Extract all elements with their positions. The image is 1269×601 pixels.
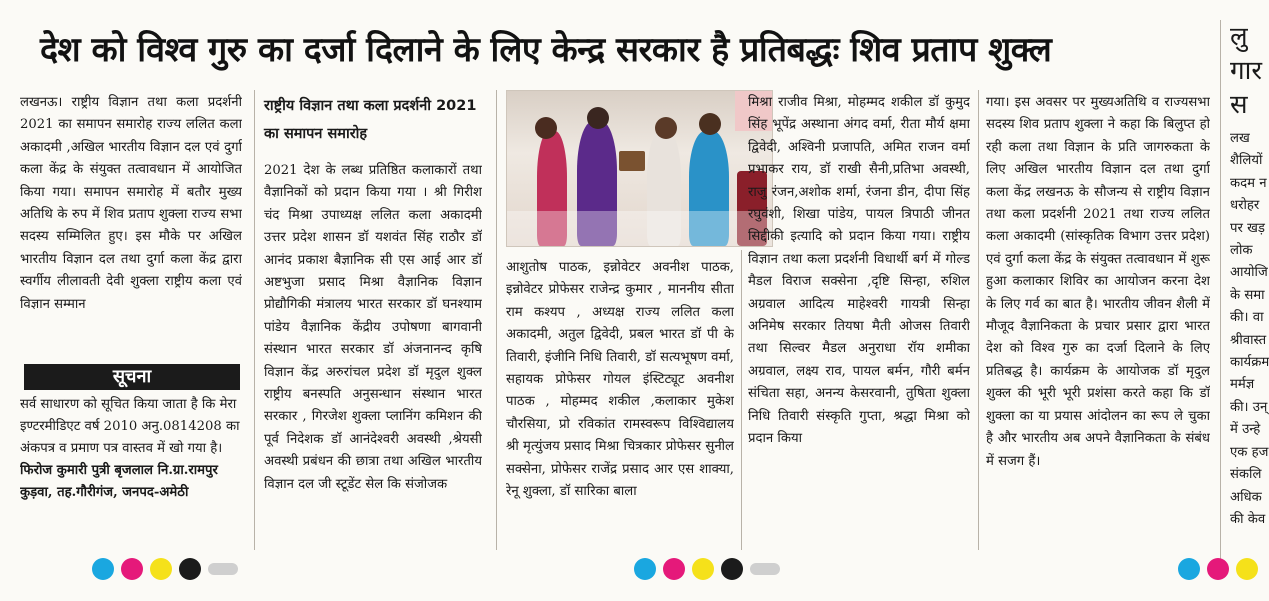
adjacent-article: [1230, 20, 1269, 560]
cyan-dot: [1178, 558, 1200, 580]
registration-marks-center: [634, 558, 787, 582]
notice-name: फिरोज कुमारी पुत्री बृजलाल नि.ग्रा.रामपुर कुड़वा, तह.गौरीगंज, जनपद-अमेठी: [20, 463, 218, 500]
adjacent-title-2: गार: [1230, 56, 1263, 86]
cyan-dot: [634, 558, 656, 580]
column-rule: [496, 90, 497, 550]
column-rule: [1220, 20, 1221, 560]
headline: देश को विश्व गुरु का दर्जा दिलाने के लिए केन्द्र सरकार है प्रतिबद्धः शिव प्रताप शुक्ल: [40, 30, 1052, 70]
adjacent-title-1: लु: [1230, 22, 1248, 52]
registration-marks-right: [1178, 558, 1265, 582]
magenta-dot: [1207, 558, 1229, 580]
adjacent-text: लख शैलियों कदम न धरोहर पर खड़ लोक आयोजि के समा की। वा श्रीवास्त कार्यक्रम मर्मज्ञ की। उन् में उन्हे एक हज संकलि अधिक की केव: [1230, 131, 1269, 527]
gray-dot: [750, 563, 780, 575]
article-column-5: गया। इस अवसर पर मुख्यअतिथि व राज्यसभा सदस्य शिव प्रताप शुक्ला ने कहा कि बिलुप्त हो रही कला तथा विज्ञान के प्रति जागरुकता के लिए अखिल भारतीय विज्ञान दल तथा दुर्गा कला केंद्र लखनऊ के सौजन्य से राष्ट्रीय विज्ञान तथा कला प्रदर्शनी 2021 तथा राज्य ललित कला अकादमी (सांस्कृतिक विभाग उत्तर प्रदेश) एवं दुर्गा कला केंद्र के संयुक्त तत्वावधान में शुरू हुआ कलाकार शिविर का आयोजन करना देश के लिए गर्व का बात है। भारतीय जीवन शैली में मौजूद वैज्ञानिकता के प्रचार प्रसार द्वारा भारत देश को विश्व गुरु का दर्जा दिलाने के लिए प्रतिबद्ध है। कार्यक्रम के आयोजक डॉ मृदुल शुक्ल की भूरी भूरी प्रशंसा करते कहा कि डॉ शुक्ला का या प्रयास आंदोलन का रूप ले चुका है और भारतीय अब अपने वैज्ञानिकता के संबंध में सजग हैं।: [986, 95, 1210, 469]
magenta-dot: [121, 558, 143, 580]
yellow-dot: [1236, 558, 1258, 580]
yellow-dot: [150, 558, 172, 580]
notice-title: सूचना: [24, 364, 240, 390]
notice-text: सर्व साधारण को सूचित किया जाता है कि मेरा इण्टरमीडिएट वर्ष 2010 अनु.0814208 का अंकपत्र व प्रमाण पत्र वास्तव में खो गया है।: [20, 397, 240, 456]
magenta-dot: [663, 558, 685, 580]
event-photo: [506, 90, 773, 247]
article-column-2: 2021 देश के लब्ध प्रतिष्ठित कलाकारों तथा वैज्ञानिकों को प्रदान किया गया । श्री गिरीश चंद मिश्रा उपाध्यक्ष ललित कला अकादमी उत्तर प्रदेश शासन डॉ यशवंत सिंह राठौर डॉ आनंद प्रकाश बैज्ञानिक सी एस आई आर डॉ अष्टभुजा प्रसाद मिश्रा वैज्ञानिक विज्ञान प्रोद्यौगिकी मंत्रालय भारत सरकार डॉ घनश्याम पांडेय वैज्ञानिक केंद्रीय उपोषणा बागवानी संस्थान भारत सरकार डॉ अंजनानन्द कृषि विज्ञान केंद्र अरुरांचल प्रदेश डॉ मृदुल शुक्ल राष्ट्रीय बनस्पति अनुसन्धान संस्थान भारत सरकार , गिरजेश शुक्ला प्लानिंग कमिशन की पूर्व निदेशक डॉ आनंदेश्वरी अवस्थी ,श्रेयसी अवस्थी प्रबंधन की छात्रा तथा अखिल भारतीय विज्ञान दल जी स्टूडेंट सेल कि संजोजक: [264, 163, 482, 492]
yellow-dot: [692, 558, 714, 580]
black-dot: [721, 558, 743, 580]
cyan-dot: [92, 558, 114, 580]
article-column-4: मिश्रा राजीव मिश्रा, मोहम्मद शकील डॉ कुमुद सिंह भूपेंद्र अस्थाना अंगद वर्मा, रीता मौर्य क्षमा द्विवेदी, अश्विनी प्रजापति, अमित राजन वर्मा प्रभाकर राय, डॉ राखी सैनी,प्रतिभा अवस्थी, राजु रंजन,अशोक शर्मा, रंजना डीन, दीपा सिंह रघुवंशी, शिखा पांडेय, पायल त्रिपाठी जीनत सिद्दीकी इत्यादि को प्रदान किया गया। राष्ट्रीय विज्ञान तथा कला प्रदर्शनी विधार्थी बर्ग में गोल्ड मैडल विराज सक्सेना ,दृष्टि सिन्हा, रुशिल अग्रवाल आदित्य माहेश्वरी गायत्री सिन्हा अनिमेष सरकार तियषा मैती ओजस तिवारी तथा सिल्वर मैडल अनुराधा रॉय शमीका अग्रवाल, लक्ष्य राव, पायल बर्मन, गौरी बर्मन संचिता सहा, अनन्य केसरवानी, तुषिता शुक्ला निधि तिवारी संस्कृति गुप्ता, श्रद्धा मिश्रा को प्रदान किया: [748, 95, 970, 447]
black-dot: [179, 558, 201, 580]
article-column-3: आशुतोष पाठक, इन्नोवेटर अवनीश पाठक, इन्नोवेटर प्रोफेसर राजेन्द्र कुमार , माननीय सीता राम कश्यप , अध्यक्ष राज्य ललित कला अकादमी, अतुल द्विवेदी, प्रबल भारत डॉ पी के तिवारी, इंजीनि निधि तिवारी, डॉ सत्यभूषण वर्मा, सहायक प्रोफेसर गोयल इंस्टिट्यूट अवनीश पाठक , मोहम्मद शकील ,कलाकार मुकेश चौरसिया, प्रो रविकांत रामस्वरूप विश्विद्यालय श्री मृत्युंजय प्रसाद मिश्रा चित्रकार प्रोफेसर सुनील सक्सेना, प्रोफेसर राजेंद्र प्रसाद आर एस शाक्या, रेनू शुक्ला, डॉ सारिका बाला: [506, 260, 734, 500]
subheadline: राष्ट्रीय विज्ञान तथा कला प्रदर्शनी 2021 का समापन समारोह: [264, 98, 477, 142]
column-rule: [978, 90, 979, 550]
adjacent-title-3: स: [1230, 90, 1248, 120]
notice-body: [20, 394, 242, 554]
article-column-1: लखनऊ। राष्ट्रीय विज्ञान तथा कला प्रदर्शनी 2021 का समापन समारोह राज्य ललित कला अकादमी ,अखिल भारतीय विज्ञान दल एवं दुर्गा कला केंद्र के संयुक्त तत्वावधान में आयोजित किया गया। समापन समारोह में बतौर मुख्य अतिथि के रुप में शिव प्रताप शुक्ला राज्य सभा सदस्य सम्मिलित हुए। इस मौके पर अखिल भारतीय विज्ञान दल तथा दुर्गा कला केंद्र द्वारा स्वर्गीय लीलावती देवी शुक्ला राष्ट्रीय कला एवं विज्ञान सम्मान: [20, 95, 242, 312]
column-rule: [741, 250, 742, 550]
column-rule: [254, 90, 255, 550]
gray-dot: [208, 563, 238, 575]
registration-marks-left: [92, 558, 245, 582]
